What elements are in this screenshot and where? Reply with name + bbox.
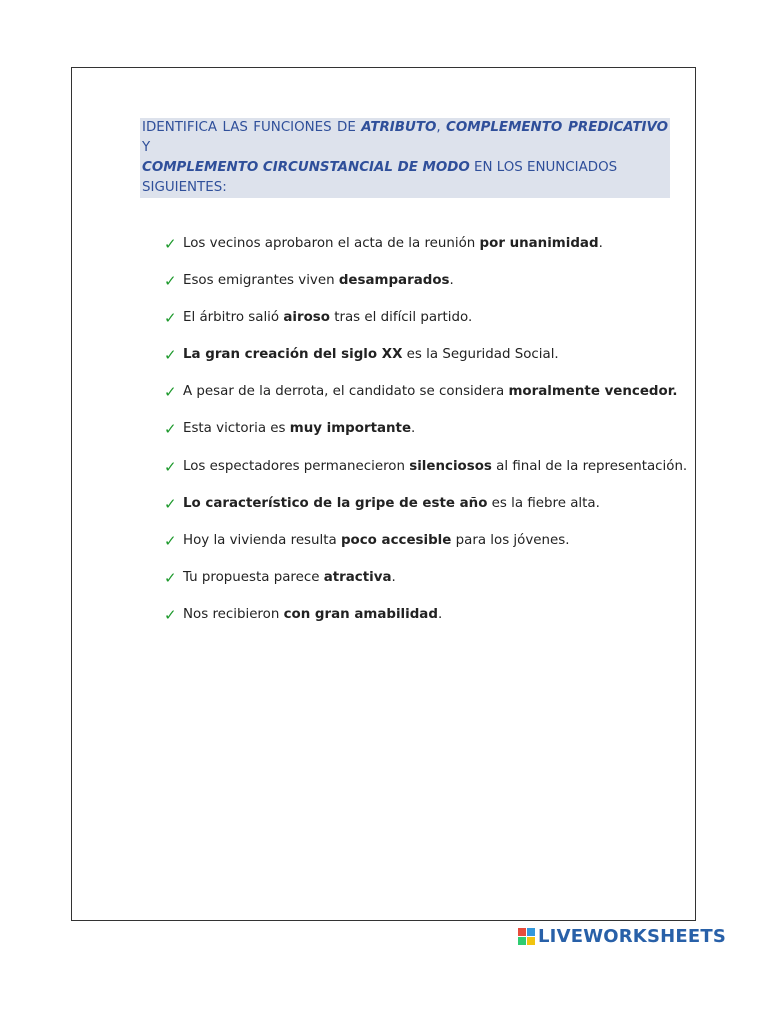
sentence-text-before: Esta victoria es	[183, 421, 290, 437]
checkmark-icon: ✓	[164, 605, 177, 624]
sentence-item	[164, 459, 687, 496]
sentence-item	[164, 421, 687, 458]
sentence-item	[164, 273, 687, 310]
sentence-text	[183, 236, 603, 252]
sentence-text-before: Tu propuesta parece	[183, 569, 324, 585]
sentence-item	[164, 347, 687, 384]
sentence-item	[164, 310, 687, 347]
sentence-text	[183, 496, 600, 512]
liveworksheets-logo	[518, 925, 726, 947]
checkmark-icon: ✓	[164, 568, 177, 587]
instruction-line-1	[140, 118, 670, 158]
checkmark-icon: ✓	[164, 457, 177, 476]
sentence-text	[183, 533, 569, 549]
sentence-text-before: Los vecinos aprobaron el acta de la reunión	[183, 236, 480, 251]
sentence-text-after: .	[411, 421, 416, 437]
logo-square	[527, 937, 535, 945]
sentence-text-before: A pesar de la derrota, el candidato se considera	[183, 384, 509, 400]
checkmark-icon: ✓	[164, 346, 177, 365]
checkmark-icon: ✓	[164, 272, 177, 291]
checkmark-icon: ✓	[164, 309, 177, 328]
sentence-text-after: tras el difícil partido.	[329, 310, 473, 326]
sentence-item	[164, 570, 687, 607]
instruction-text: ,	[436, 120, 447, 135]
instruction-line-2	[140, 158, 670, 198]
sentence-text	[183, 459, 687, 475]
sentence-highlighted-phrase: desamparados	[338, 273, 450, 289]
sentence-highlighted-phrase: airoso	[283, 310, 330, 326]
sentence-text-before: Esos emigrantes viven	[183, 273, 339, 289]
sentence-text-after: .	[598, 236, 603, 251]
logo-text: LIVEWORKSHEETS	[538, 925, 727, 947]
sentence-text-before: Nos recibieron	[183, 606, 284, 622]
logo-square	[518, 928, 526, 936]
sentence-text	[183, 607, 442, 623]
logo-square	[518, 937, 526, 945]
checkmark-icon: ✓	[164, 494, 177, 513]
sentence-text-before: El árbitro salió	[183, 310, 284, 326]
worksheet-page	[71, 67, 696, 921]
sentence-text	[183, 310, 472, 326]
sentence-text-after: .	[449, 273, 454, 289]
sentence-item	[164, 533, 687, 570]
sentence-text	[183, 347, 559, 363]
instruction-term-atributo: ATRIBUTO	[361, 120, 437, 135]
checkmark-icon: ✓	[164, 420, 177, 439]
instruction-text: IDENTIFICA LAS FUNCIONES DE	[142, 120, 362, 135]
instruction-text: Y	[142, 140, 151, 155]
sentence-highlighted-phrase: poco accesible	[340, 532, 452, 548]
checkmark-icon: ✓	[164, 383, 177, 402]
sentence-highlighted-phrase: por unanimidad	[479, 236, 599, 251]
sentence-item	[164, 236, 687, 273]
sentence-text-before: Hoy la vivienda resulta	[183, 532, 341, 548]
sentence-text-after: al final de la representación.	[491, 458, 688, 474]
sentence-highlighted-phrase: Lo característico de la gripe de este año	[183, 495, 488, 511]
checkmark-icon: ✓	[164, 235, 177, 253]
instruction-term-predicativo: COMPLEMENTO PREDICATIVO	[446, 120, 669, 135]
instruction-text: EN LOS ENUNCIADOS SIGUIENTES:	[142, 160, 618, 195]
liveworksheets-logo-icon	[518, 928, 535, 945]
sentence-item	[164, 384, 687, 421]
sentence-text-after: es la Seguridad Social.	[402, 347, 559, 363]
sentence-highlighted-phrase: La gran creación del siglo XX	[183, 347, 403, 363]
instruction-heading	[140, 118, 670, 198]
logo-square	[527, 928, 535, 936]
instruction-term-cc-modo: COMPLEMENTO CIRCUNSTANCIAL DE MODO	[142, 160, 470, 175]
sentence-text-before: Los espectadores permanecieron	[183, 458, 410, 474]
sentence-highlighted-phrase: atractiva	[323, 569, 392, 585]
sentence-text-after: .	[437, 606, 443, 622]
sentence-text	[183, 570, 396, 586]
sentence-highlighted-phrase: con gran amabilidad	[283, 606, 438, 622]
sentence-text	[183, 384, 678, 400]
sentence-highlighted-phrase: muy importante	[289, 421, 412, 437]
checkmark-icon: ✓	[164, 531, 177, 550]
sentence-text-after: .	[391, 569, 396, 585]
sentence-list	[164, 236, 687, 644]
sentence-text-after: es la fiebre alta.	[487, 495, 600, 511]
sentence-text	[183, 273, 454, 289]
sentence-item	[164, 607, 687, 644]
sentence-highlighted-phrase: moralmente vencedor.	[508, 384, 678, 400]
sentence-text	[183, 421, 415, 437]
sentence-highlighted-phrase: silenciosos	[409, 458, 492, 474]
sentence-text-after: para los jóvenes.	[451, 532, 570, 548]
sentence-item	[164, 496, 687, 533]
